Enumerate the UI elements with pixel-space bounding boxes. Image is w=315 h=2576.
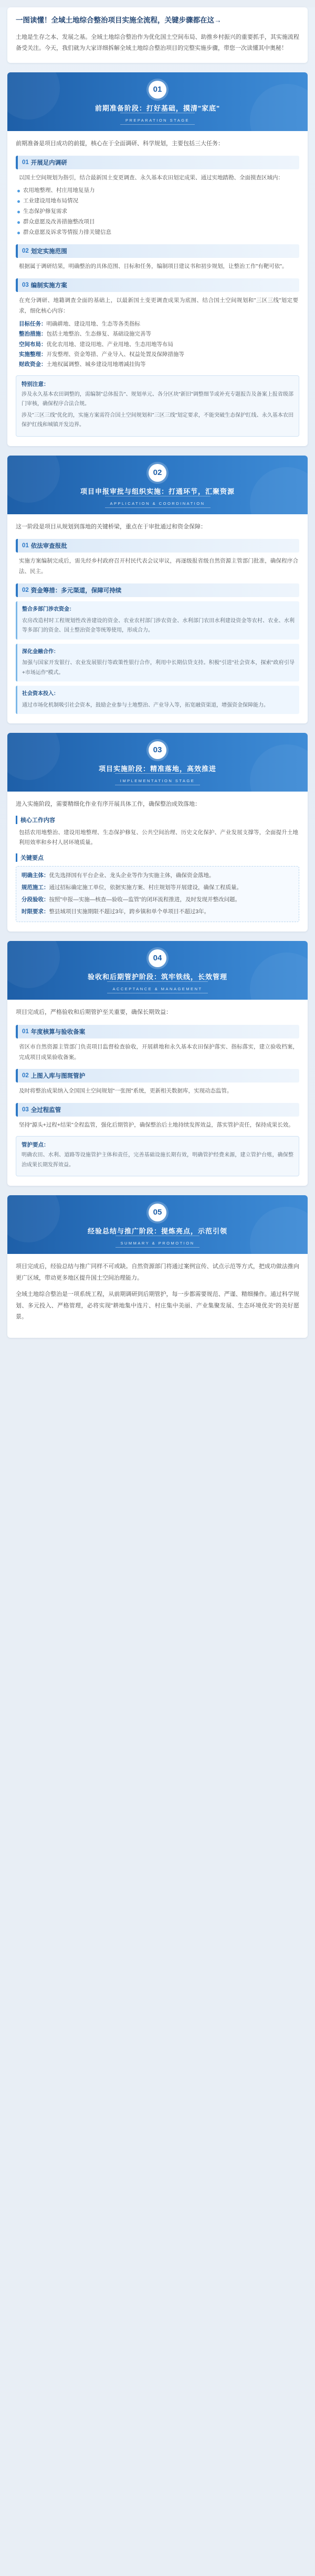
key-value-list xyxy=(16,319,299,370)
sub-block-title: 上图入库与图斑管护 xyxy=(30,1073,86,1080)
sub-block-number: 01 xyxy=(22,159,29,166)
section-01 xyxy=(7,72,308,446)
sub-block-title: 划定实施范围 xyxy=(30,248,67,255)
section-body xyxy=(7,1254,308,1337)
sub-block-head xyxy=(16,583,299,597)
section-number: 05 xyxy=(149,1204,166,1221)
subhead-box xyxy=(16,601,299,640)
sub-block xyxy=(16,583,299,714)
note-line: 涉及永久基本农田调整的，需编制"总体报告"、规划单元、各分区块"新旧"调整细节或补充专题报告及备案上报省级部门审核，确保程序合法合规。 xyxy=(22,391,293,407)
section-title: 验收和后期管护阶段：筑牢铁线，长效管理 xyxy=(87,973,227,981)
sub-block-number: 01 xyxy=(22,543,29,549)
intro-body: 土地是生存之本、发展之基。全域土地综合整治作为优化国土空间布局、助推乡村振兴的重要抓手，其实施流程备受关注。今天，我们就为大家详细拆解全域土地综合整治项目的完整实施步骤，带您一次读懂其中奥秘！ xyxy=(16,34,299,52)
section-subtitle: APPLICATION & COORDINATION xyxy=(110,501,205,506)
sub-block-text: 包括农用地整治、建设用地整理、生态保护修复、公共空间治理、历史文化保护、产业发展支撑等，全面提升土地利用效率和乡村人居环境质量。 xyxy=(19,829,298,846)
section-title: 经验总结与推广阶段：提炼亮点，示范引领 xyxy=(87,1227,227,1236)
sub-block-head xyxy=(16,1069,299,1083)
subhead-box xyxy=(16,644,299,682)
note-title: 特别注意： xyxy=(22,381,49,387)
list-item: 工业建设用地布局情况 xyxy=(16,196,299,207)
section-lead: 这一阶段是项目从规划到落地的关键桥梁，重点在于审批通过和资金保障： xyxy=(16,523,206,530)
sub-block-number: 02 xyxy=(22,1073,29,1079)
kv-line: 空间布局：优化农用地、建设用地、产业用地、生态用地等布局 xyxy=(19,341,173,348)
sub-block-head xyxy=(16,156,299,169)
sub-block-text: 实施方案编制完成后，需先经乡村政府召开村民代表会议审议，再逐级报省级自然资源主管部门批准，确保程序合法、民主。 xyxy=(19,558,298,575)
sub-block-text: 及时将整治成果纳入全国国土空间规划"一张图"系统，更新相关数据库，实现动态监管。 xyxy=(19,1088,233,1095)
key-points-box xyxy=(16,866,299,922)
sub-block-text: 在充分调研、地籍调查全面的基础上，以最新国土变更调查成果为底图、结合国土空间规划和"三区三线"划定要求，细化核心内容： xyxy=(19,297,298,314)
sub-block xyxy=(16,1103,299,1131)
section-title: 项目申报审批与组织实施：打通环节，汇聚资源 xyxy=(80,487,235,495)
subhead-text: 加强与国家开发银行、农业发展银行等政策性银行合作，利用中长期信贷支持。积极"引进"社会资本，探索"政府引导+市场运作"模式。 xyxy=(22,660,295,676)
section-body xyxy=(7,792,308,932)
section-number: 01 xyxy=(149,81,166,99)
section-title: 前期准备阶段：打好基础，摸清"家底" xyxy=(94,104,220,112)
bullet-list xyxy=(16,186,299,238)
sub-block xyxy=(16,244,299,272)
kv-line: 明确主体：优先选择国有平台企业、龙头企业等作为实施主体，确保资金落地。 xyxy=(22,872,215,879)
section-subtitle-wrap xyxy=(105,496,211,508)
sub-block-title: 编制实施方案 xyxy=(30,282,67,289)
sub-block-text: 坚持"源头+过程+结果"全程监管，强化后期管护，确保整治后土地持续发挥效益，落实管护责任，保持成果长效。 xyxy=(19,1122,294,1129)
sub-block-number: 02 xyxy=(22,587,29,594)
section-header xyxy=(7,941,308,1000)
section-number: 04 xyxy=(149,949,166,967)
sub-block-head xyxy=(16,1025,299,1038)
sub-block-title: 依法审查报批 xyxy=(30,543,67,550)
note-line: 明确农田、水利、道路等设施管护主体和责任，完善基础设施长期有效，明确管护经费来源，建立管护台账，确保整治成果长期发挥效益。 xyxy=(22,1152,293,1168)
sub-block-number: 03 xyxy=(22,1107,29,1113)
section-header xyxy=(7,733,308,792)
sub-block-text: 以国土空间规划为指引，结合最新国土变更调查、永久基本农田划定成果、通过实地踏勘、全面摸查区域内： xyxy=(19,175,284,181)
subhead-title: 深化金融合作： xyxy=(22,648,59,655)
sub-block-text: 根据属于调研结果，明确整治的具体范围、目标和任务，编制项目建议书和初步规划，让整治工作"有靶可依"。 xyxy=(19,263,288,269)
kv-line: 目标任务：明确耕地、建设用地、生态等各类指标 xyxy=(19,320,140,327)
subhead-box xyxy=(16,686,299,714)
sub-block-title: 资金筹措：多元渠道，保障可持续 xyxy=(30,588,122,594)
sub-block-number: 01 xyxy=(22,1028,29,1035)
section-lead: 前期准备是项目成功的前提，核心在于全面调研、科学规划，主要包括三大任务： xyxy=(16,140,224,147)
note-line: 涉及"三区三线"优化的，实施方案需符合国土空间规划和"三区三线"划定要求，不能突破生态保护红线、永久基本农田保护红线和城镇开发边界。 xyxy=(22,412,293,428)
section-body xyxy=(7,131,308,446)
note-title: 管护要点： xyxy=(22,1142,49,1149)
section-header xyxy=(7,456,308,514)
section-02 xyxy=(7,456,308,723)
sub-block-head xyxy=(16,278,299,292)
section-title: 项目实施阶段：精准落地，高效推进 xyxy=(98,765,216,773)
note-box xyxy=(16,1136,299,1176)
sub-block-text: 省区市自然资源主管部门负责项目监督检查验收，开展耕地和永久基本农田保护落实、指标落实，建立验收档案，完成项目成果验收备案。 xyxy=(19,1043,298,1060)
sub-block-number: 02 xyxy=(22,247,29,254)
section-body xyxy=(7,514,308,723)
section-04 xyxy=(7,941,308,1186)
list-item: 农用地整理、村庄用地复垦力 xyxy=(16,186,299,196)
section-header xyxy=(7,1195,308,1254)
sub-block-title: 开展足内调研 xyxy=(30,160,67,167)
article-page xyxy=(0,7,315,1354)
sub-block-title: 核心工作内容 xyxy=(16,816,299,824)
section-lead: 项目完成后，经验总结与推广同样不可或缺。自然资源部门将通过案例宣传、试点示范等方式，把成功做法推向更广区域，带动更多地区提升国土空间治理能力。 xyxy=(16,1263,299,1281)
intro-card xyxy=(7,7,308,63)
kv-line: 时限要求：整县域项目实施期限不超过3年，跨乡镇和单个单项目不超过3年。 xyxy=(22,908,210,915)
sub-block xyxy=(16,1025,299,1063)
list-item: 群众意愿及诉求等情报力排关键信息 xyxy=(16,228,299,238)
section-subtitle-wrap xyxy=(116,1236,200,1248)
sub-block-title: 关键要点 xyxy=(16,853,299,862)
sub-block xyxy=(16,539,299,577)
section-subtitle: PREPARATION STAGE xyxy=(125,117,190,123)
section-subtitle-wrap xyxy=(120,113,195,125)
sub-block xyxy=(16,1069,299,1097)
section-number: 03 xyxy=(149,741,166,759)
kv-line: 分段验收：按照"申报—实施—核查—验收—监管"的闭环流程推进，及时发现并整改问题。 xyxy=(22,896,240,903)
section-subtitle: ACCEPTANCE & MANAGEMENT xyxy=(112,987,203,992)
sub-block xyxy=(16,156,299,238)
subhead-text: 农房改造村时工程规划性改善建设的资金、农业农村部门涉农资金、水利部门农田水利建设资金等农村、农业、水利等多部门的资金、国土整治资金等统筹使用，形成合力。 xyxy=(22,618,295,634)
note-box xyxy=(16,375,299,437)
list-item: 群众意愿及改善措施整改项目 xyxy=(16,217,299,228)
list-item: 生态保护修复需求 xyxy=(16,207,299,217)
section-subtitle: IMPLEMENTATION STAGE xyxy=(120,778,195,784)
page-title: 一图读懂！全域土地综合整治项目实施全流程，关键步骤都在这→ xyxy=(16,16,222,24)
sub-block-title: 年度核算与验收备案 xyxy=(30,1029,86,1035)
sub-block xyxy=(16,278,299,437)
sub-block-head xyxy=(16,1103,299,1117)
kv-line: 整治措施：包括土地整治、生态修复、基础设施完善等 xyxy=(19,331,151,338)
sub-block-head xyxy=(16,244,299,258)
subhead-text: 通过市场化机制吸引社会资本，鼓励企业参与土地整治、产业导入等，拓宽融资渠道，增强资金保障能力。 xyxy=(22,702,269,708)
section-body xyxy=(7,1000,308,1186)
section-lead: 进入实施阶段，需要精细化作业有序开展具体工作，确保整治成效落地： xyxy=(16,801,201,808)
kv-line: 财政资金：土地权属调整、城乡建设用地增减挂钩等 xyxy=(19,361,146,368)
section-header xyxy=(7,72,308,131)
section-lead: 项目完成后，严格验收和后期管护至关重要，确保长期效益： xyxy=(16,1009,172,1016)
subhead-title: 社会资本投入： xyxy=(22,691,59,697)
section-closing: 全域土地综合整治是一项系统工程，从前期调研到后期管护，每一步都需要规范、严谨、精细操作。通过科学规划、多元投入、严格管理，必将实现"耕地集中连片、村庄集中美丽、产业集聚发展、生态环境优美"的美好愿景。 xyxy=(16,1291,299,1321)
sub-block-head xyxy=(16,539,299,553)
section-number: 02 xyxy=(149,464,166,482)
section-05 xyxy=(7,1195,308,1337)
sub-block-title: 全过程监管 xyxy=(30,1107,61,1114)
kv-line: 实施整理：开发整理、资金筹措、产业导入、权益处置及保障措施等 xyxy=(19,351,184,358)
section-subtitle: SUMMARY & PROMOTION xyxy=(120,1241,195,1246)
subhead-title: 整合多部门涉农资金： xyxy=(22,607,75,613)
kv-line: 规范施工：通过招标确定施工单位，依据实施方案、村庄规划等开展建设，确保工程质量。 xyxy=(22,884,242,891)
section-subtitle-wrap xyxy=(115,773,201,785)
section-subtitle-wrap xyxy=(107,981,207,993)
sub-block-number: 03 xyxy=(22,282,29,288)
section-03 xyxy=(7,733,308,932)
